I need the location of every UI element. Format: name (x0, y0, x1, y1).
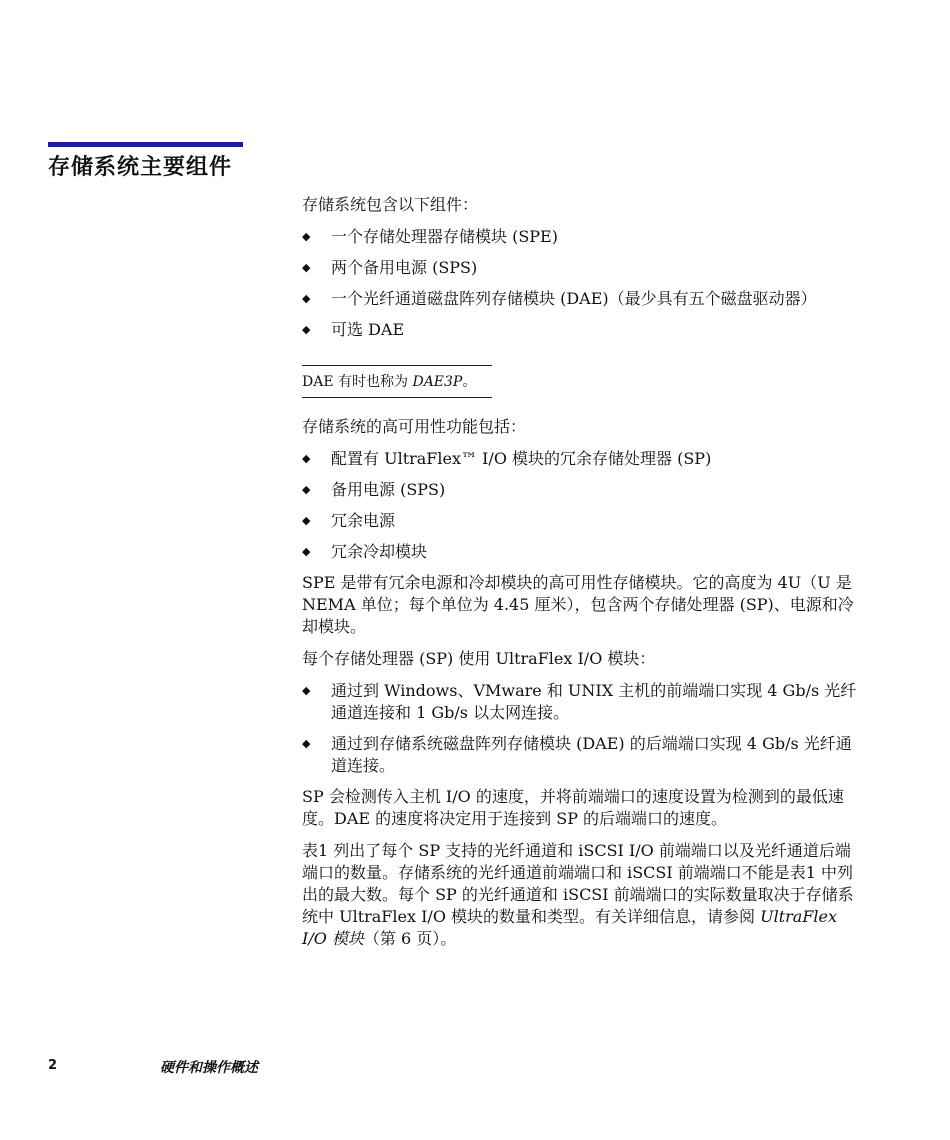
list-item-text: 一个光纤通道磁盘阵列存储模块 (DAE)（最少具有五个磁盘驱动器） (331, 289, 817, 308)
speed-paragraph: SP 会检测传入主机 I/O 的速度，并将前端端口的速度设置为检测到的最低速度。DAE 的速度将决定用于连接到 SP 的后端端口的速度。 (302, 787, 844, 828)
page-number: 2 (48, 1058, 58, 1073)
list-item-text: 冗余电源 (331, 511, 396, 530)
components-intro: 存储系统包含以下组件： (302, 195, 479, 214)
section-heading: 存储系统主要组件 (48, 155, 233, 180)
diamond-bullet-icon: ◆ (302, 261, 311, 274)
list-item (302, 680, 862, 724)
ultraflex-list (302, 680, 862, 777)
note-prefix: DAE 有时也称为 (302, 374, 413, 390)
list-item (302, 288, 862, 310)
diamond-bullet-icon: ◆ (302, 483, 311, 496)
diamond-bullet-icon: ◆ (302, 545, 311, 558)
components-list (302, 226, 862, 341)
note-suffix: 。 (462, 374, 477, 390)
note-term: DAE3P (412, 374, 463, 390)
list-item-text: 配置有 UltraFlex™ I/O 模块的冗余存储处理器 (SP) (331, 449, 712, 468)
diamond-bullet-icon: ◆ (302, 452, 311, 465)
list-item (302, 319, 862, 341)
list-item (302, 479, 862, 501)
diamond-bullet-icon: ◆ (302, 737, 311, 750)
list-item-text: 通过到 Windows、VMware 和 UNIX 主机的前端端口实现 4 Gb/s 光纤通道连接和 1 Gb/s 以太网连接。 (331, 681, 857, 722)
list-item (302, 448, 862, 470)
main-content (302, 194, 862, 960)
spe-paragraph: SPE 是带有冗余电源和冷却模块的高可用性存储模块。它的高度为 4U（U 是 NEMA 单位；每个单位为 4.45 厘米），包含两个存储处理器 (SP)、电源和冷却模块。 (302, 573, 854, 636)
table-paragraph-suffix: （第 6 页）。 (363, 929, 457, 948)
footer-title: 硬件和操作概述 (160, 1060, 258, 1076)
ultraflex-intro: 每个存储处理器 (SP) 使用 UltraFlex I/O 模块： (302, 649, 656, 668)
diamond-bullet-icon: ◆ (302, 230, 311, 243)
list-item-text: 冗余冷却模块 (331, 542, 428, 561)
table-paragraph-text: 表1 列出了每个 SP 支持的光纤通道和 iSCSI I/O 前端端口以及光纤通道后端端口的数量。存储系统的光纤通道前端端口和 iSCSI 前端端口不能是表1 中列出的最大数。每个 SP 的光纤通道和 iSCSI 前端端口的实际数量取决于存储系统中 UltraFlex I/O 模块的数量和类型。有关详细信息，请参阅 (302, 841, 854, 926)
list-item-text: 两个备用电源 (SPS) (331, 258, 478, 277)
heading-rule (48, 142, 243, 147)
diamond-bullet-icon: ◆ (302, 684, 311, 697)
list-item (302, 510, 862, 532)
diamond-bullet-icon: ◆ (302, 292, 311, 305)
diamond-bullet-icon: ◆ (302, 323, 311, 336)
list-item-text: 备用电源 (SPS) (331, 480, 446, 499)
list-item-text: 可选 DAE (331, 320, 405, 339)
list-item-text: 一个存储处理器存储模块 (SPE) (331, 227, 558, 246)
list-item (302, 733, 862, 777)
list-item (302, 257, 862, 279)
diamond-bullet-icon: ◆ (302, 514, 311, 527)
availability-intro: 存储系统的高可用性功能包括： (302, 417, 527, 436)
note-box (302, 365, 492, 398)
list-item (302, 541, 862, 563)
availability-list (302, 448, 862, 563)
list-item-text: 通过到存储系统磁盘阵列存储模块 (DAE) 的后端端口实现 4 Gb/s 光纤通道连接。 (331, 734, 852, 775)
list-item (302, 226, 862, 248)
table-paragraph (302, 840, 862, 950)
ultraflex-reference-link[interactable]: UltraFlex I/O 模块 (302, 907, 838, 948)
